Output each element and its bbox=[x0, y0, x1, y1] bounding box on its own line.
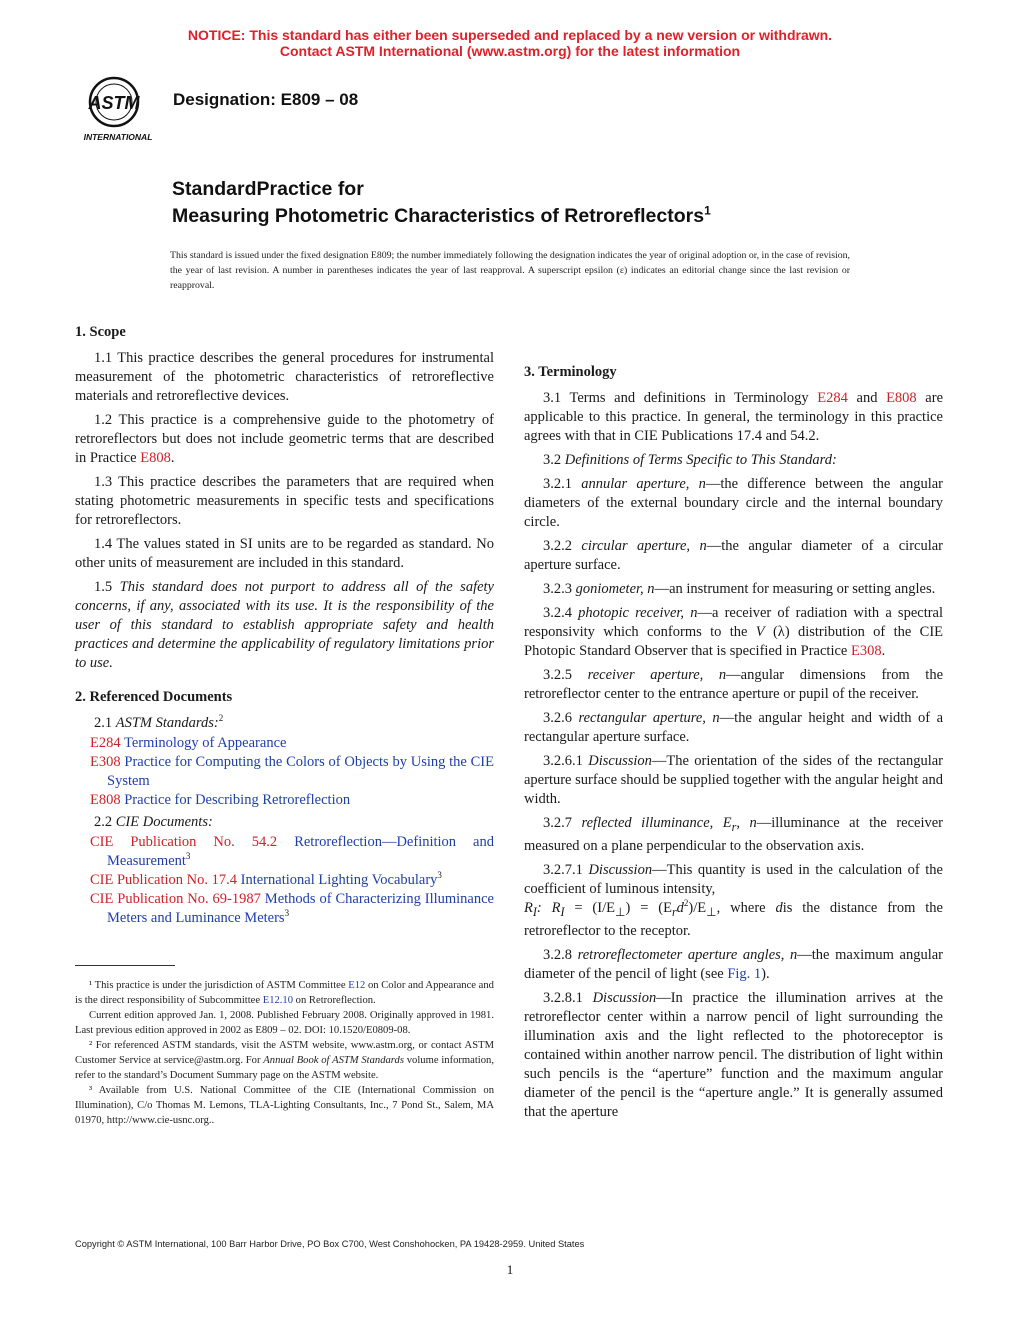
footnote-rule bbox=[75, 965, 175, 966]
title-footnote-ref[interactable]: 1 bbox=[704, 203, 711, 218]
astm-logo-mark bbox=[74, 74, 162, 144]
issued-note: This standard is issued under the fixed designation E809; the number immediately following the designation indicates the year of original adoption or, in the case of revision, the year of last revision. A number in parentheses indicates the year of last reapproval. A superscript epsilon (ε) indicates an editorial change since the last revision or reapproval. bbox=[170, 250, 850, 291]
continuation-spacer bbox=[524, 323, 943, 363]
ref-cie-54-2[interactable]: CIE Publication No. 54.2 Retroreflection—Definition and Measurement$^3$ bbox=[90, 834, 494, 869]
footnote-3: ³ Available from U.S. National Committee of the CIE (International Commission on Illumination), C/o Thomas M. Lemons, TLA-Lighting Consultants, Inc., 7 Pond St., Salem, MA 01970, http://www.cie-usnc.org.. bbox=[75, 1085, 494, 1126]
term-3-2-5: 3.2.5 receiver aperture, n—angular dimensions from the retroreflector center to the entrance aperture or pupil of the receiver. bbox=[524, 667, 944, 702]
formula-ri: $R_I$: $R_I = (I/E_\perp) = (E_rd^2)/E_\perp$, where dis the distance from the retroreflector to the receptor. bbox=[524, 898, 943, 939]
footnote-1-edition: Current edition approved Jan. 1, 2008. Published February 2008. Originally approved in 1981. Last previous edition approved in 2002 as E809 – 02. DOI: 10.1520/E0809-08. bbox=[75, 1010, 494, 1036]
term-3-2-7-1: 3.2.7.1 Discussion—This quantity is used in the calculation of the coefficient of luminous intensity, bbox=[524, 861, 943, 897]
term-3-2-8: 3.2.8 retroreflectometer aperture angles, n—the maximum angular diameter of the pencil of light (see Fig. 1). bbox=[524, 946, 943, 982]
cie-documents-label: 2.2 CIE Documents: bbox=[94, 814, 213, 830]
designation: Designation: E809 – 08 bbox=[173, 90, 359, 109]
term-3-2: 3.2 Definitions of Terms Specific to This Standard: bbox=[543, 452, 837, 468]
scope-1-4: 1.4 The values stated in SI units are to be regarded as standard. No other units of measurement are included in this standard. bbox=[75, 536, 494, 571]
ref-e808[interactable]: E808 Practice for Describing Retroreflection bbox=[90, 792, 351, 808]
ref-e284[interactable]: E284 Terminology of Appearance bbox=[90, 735, 287, 751]
terminology-heading: 3. Terminology bbox=[524, 364, 617, 380]
link-e12-10[interactable]: E12.10 bbox=[262, 995, 294, 1006]
astm-standards-label: 2.1 ASTM Standards:$^2$ bbox=[94, 713, 224, 731]
footnotes bbox=[75, 965, 494, 1128]
term-3-2-1: 3.2.1 annular aperture, n—the difference between the angular diameters of the external boundary circle and the internal boundary circle. bbox=[524, 476, 944, 530]
logo-letters: ASTM bbox=[88, 93, 140, 113]
term-3-2-2: 3.2.2 circular aperture, n—the angular diameter of a circular aperture surface. bbox=[524, 538, 944, 573]
title-line-1: StandardPractice for bbox=[172, 178, 364, 200]
footnote-2: ² For referenced ASTM standards, visit the ASTM website, www.astm.org, or contact ASTM Customer Service at service@astm.org. For Annual Book of ASTM Standards volume information, refer to the standard’s Document Summary page on the ASTM website. bbox=[75, 1040, 494, 1081]
right-column bbox=[524, 323, 943, 1127]
link-e308[interactable]: E308 bbox=[850, 643, 882, 659]
withdrawal-notice bbox=[0, 27, 1020, 59]
term-3-1: 3.1 Terms and definitions in Terminology E284 and E808 are applicable to this practice. In general, the terminology in this practice agrees with that in CIE Publications 17.4 and 54.2. bbox=[524, 390, 944, 444]
scope-1-2: 1.2 This practice is a comprehensive guide to the photometry of retroreflectors but does not include geometric terms that are described in Practice E808. bbox=[75, 412, 494, 466]
term-3-2-6: 3.2.6 rectangular aperture, n—the angular height and width of a rectangular aperture surface. bbox=[524, 710, 944, 745]
term-3-2-8-1: 3.2.8.1 Discussion—In practice the illumination arrives at the retroreflector center within a narrow pencil of light surrounding the illumination axis and the light reflected to the photoreceptor is contained within another narrow pencil. The distribution of light within such pencils is the “aperture” function and the maximum angular diameter of the pencil is the “aperture angle.” It is generally assumed that the aperture bbox=[524, 989, 944, 1120]
astm-logo bbox=[74, 74, 162, 144]
link-e12[interactable]: E12 bbox=[348, 980, 366, 991]
term-3-2-7: 3.2.7 reflected illuminance, $E_r$, n—illuminance at the receiver measured on a plane perpendicular to the observation axis. bbox=[524, 815, 944, 854]
scope-1-3: 1.3 This practice describes the parameters that are required when stating photometric measurements in specific tests and specifications for retroreflectors. bbox=[75, 474, 494, 528]
logo-subtext: INTERNATIONAL bbox=[83, 132, 153, 142]
term-3-2-4: 3.2.4 photopic receiver, n—a receiver of radiation with a spectral responsivity which conforms to the V (λ) distribution of the CIE Photopic Standard Observer that is specified in Practice E308. bbox=[524, 605, 944, 659]
ref-cie-69-1987[interactable]: CIE Publication No. 69-1987 Methods of Characterizing Illuminance Meters and Luminance Meters$^3$ bbox=[90, 891, 494, 926]
notice-line-2: Contact ASTM International (www.astm.org) for the latest information bbox=[279, 43, 741, 59]
copyright: Copyright © ASTM International, 100 Barr Harbor Drive, PO Box C700, West Conshohocken, PA 19428-2959. United States bbox=[75, 1239, 585, 1249]
refdocs-heading: 2. Referenced Documents bbox=[75, 689, 233, 705]
scope-1-5: 1.5 This standard does not purport to address all of the safety concerns, if any, associated with its use. It is the responsibility of the user of this standard to establish appropriate safety and health practices and determine the applicability of regulatory limitations prior to use. bbox=[75, 579, 494, 671]
term-3-2-3: 3.2.3 goniometer, n—an instrument for measuring or setting angles. bbox=[543, 581, 936, 597]
title-line-2: Measuring Photometric Characteristics of Retroreflectors bbox=[172, 205, 705, 227]
link-fig-1[interactable]: Fig. 1 bbox=[727, 965, 762, 982]
term-3-2-6-1: 3.2.6.1 Discussion—The orientation of the sides of the rectangular aperture surface should be supplied together with the angular height and width. bbox=[524, 753, 944, 807]
link-e284[interactable]: E284 bbox=[817, 390, 848, 406]
scope-heading: 1. Scope bbox=[75, 324, 126, 340]
ref-cie-17-4[interactable]: CIE Publication No. 17.4 International Lighting Vocabulary$^3$ bbox=[90, 870, 442, 888]
left-column bbox=[75, 323, 494, 928]
link-e808-term[interactable]: E808 bbox=[886, 390, 917, 406]
notice-line-1: NOTICE: This standard has either been superseded and replaced by a new version or withdrawn. bbox=[187, 27, 833, 43]
footnote-1: ¹ This practice is under the jurisdiction of ASTM Committee E12 on Color and Appearance and is the direct responsibility of Subcommittee E12.10 on Retroreflection. bbox=[75, 980, 494, 1006]
page-number: 1 bbox=[506, 1262, 514, 1277]
link-e808[interactable]: E808 bbox=[140, 450, 171, 466]
document-title bbox=[172, 176, 711, 230]
ref-e308[interactable]: E308 Practice for Computing the Colors of Objects by Using the CIE System bbox=[90, 754, 494, 789]
scope-1-1: 1.1 This practice describes the general procedures for instrumental measurement of the photometric characteristics of retroreflective materials and retroreflective devices. bbox=[75, 350, 494, 404]
